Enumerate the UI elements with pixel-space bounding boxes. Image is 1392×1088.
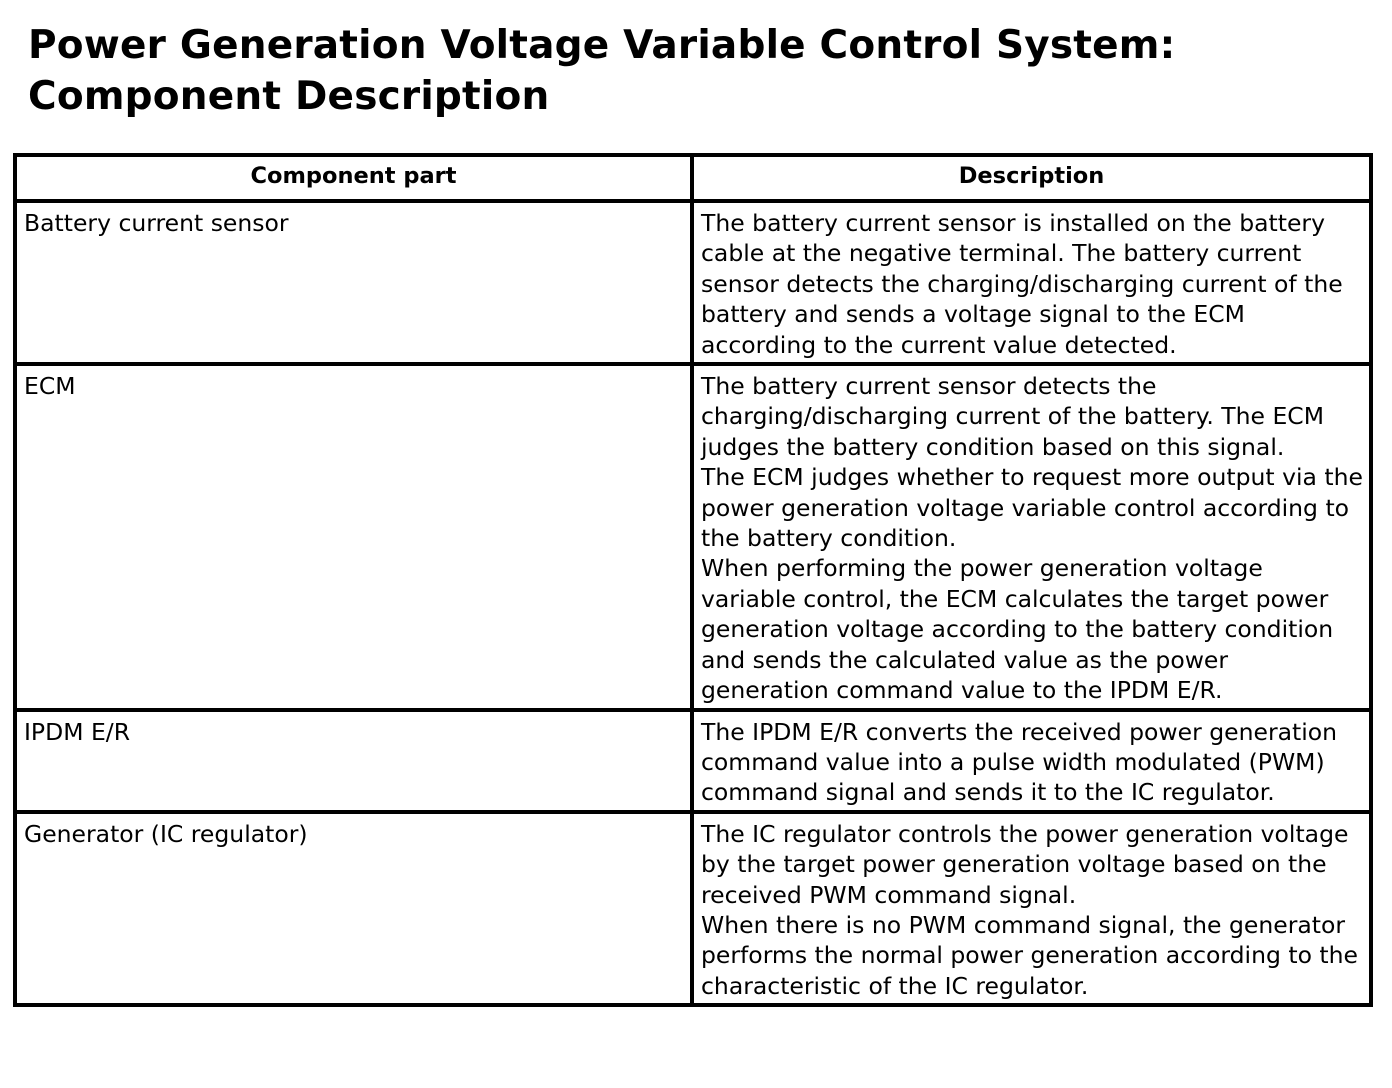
description-cell — [692, 812, 1371, 1005]
description-paragraph: The IC regulator controls the power generation voltage by the target power generation voltage based on the received PWM command signal. — [701, 819, 1349, 909]
description-paragraph: The battery current sensor is installed on the battery cable at the negative terminal. The battery current sensor detects the charging/discharging current of the battery and sends a voltage signal to the ECM according to the current value detected. — [701, 209, 1343, 359]
description-paragraph: The battery current sensor detects the charging/discharging current of the battery. The ECM judges the battery condition based on this signal. — [701, 372, 1324, 461]
table-row — [15, 201, 1371, 364]
description-paragraph: When there is no PWM command signal, the generator performs the normal power generation according to the characteristic of the IC regulator. — [701, 910, 1358, 1000]
component-part-cell: ECM — [15, 364, 692, 709]
page-title-line-2: Component Description — [28, 74, 550, 119]
header-component-part: Component part — [15, 155, 692, 201]
page-title — [28, 20, 1175, 122]
table-row — [15, 364, 1371, 709]
component-description-table — [13, 153, 1373, 1007]
description-paragraph: When performing the power generation voltage variable control, the ECM calculates the target power generation voltage according to the battery condition and sends the calculated value as the power generation command value to the IPDM E/R. — [701, 554, 1334, 705]
description-paragraph: The IPDM E/R converts the received power generation command value into a pulse width modulated (PWM) command signal and sends it to the IC regulator. — [701, 717, 1338, 807]
description-cell — [692, 710, 1371, 812]
header-description: Description — [692, 155, 1371, 201]
table-row — [15, 710, 1371, 812]
component-part-cell: Battery current sensor — [15, 201, 692, 364]
table-header-row — [15, 155, 1371, 201]
description-cell — [692, 201, 1371, 364]
component-part-cell: Generator (IC regulator) — [15, 812, 692, 1005]
page-title-line-1: Power Generation Voltage Variable Control System: — [28, 23, 1176, 68]
description-paragraph: The ECM judges whether to request more output via the power generation voltage variable control according to the battery condition. — [701, 463, 1363, 553]
component-part-cell: IPDM E/R — [15, 710, 692, 812]
table-row — [15, 812, 1371, 1005]
description-cell — [692, 364, 1371, 709]
